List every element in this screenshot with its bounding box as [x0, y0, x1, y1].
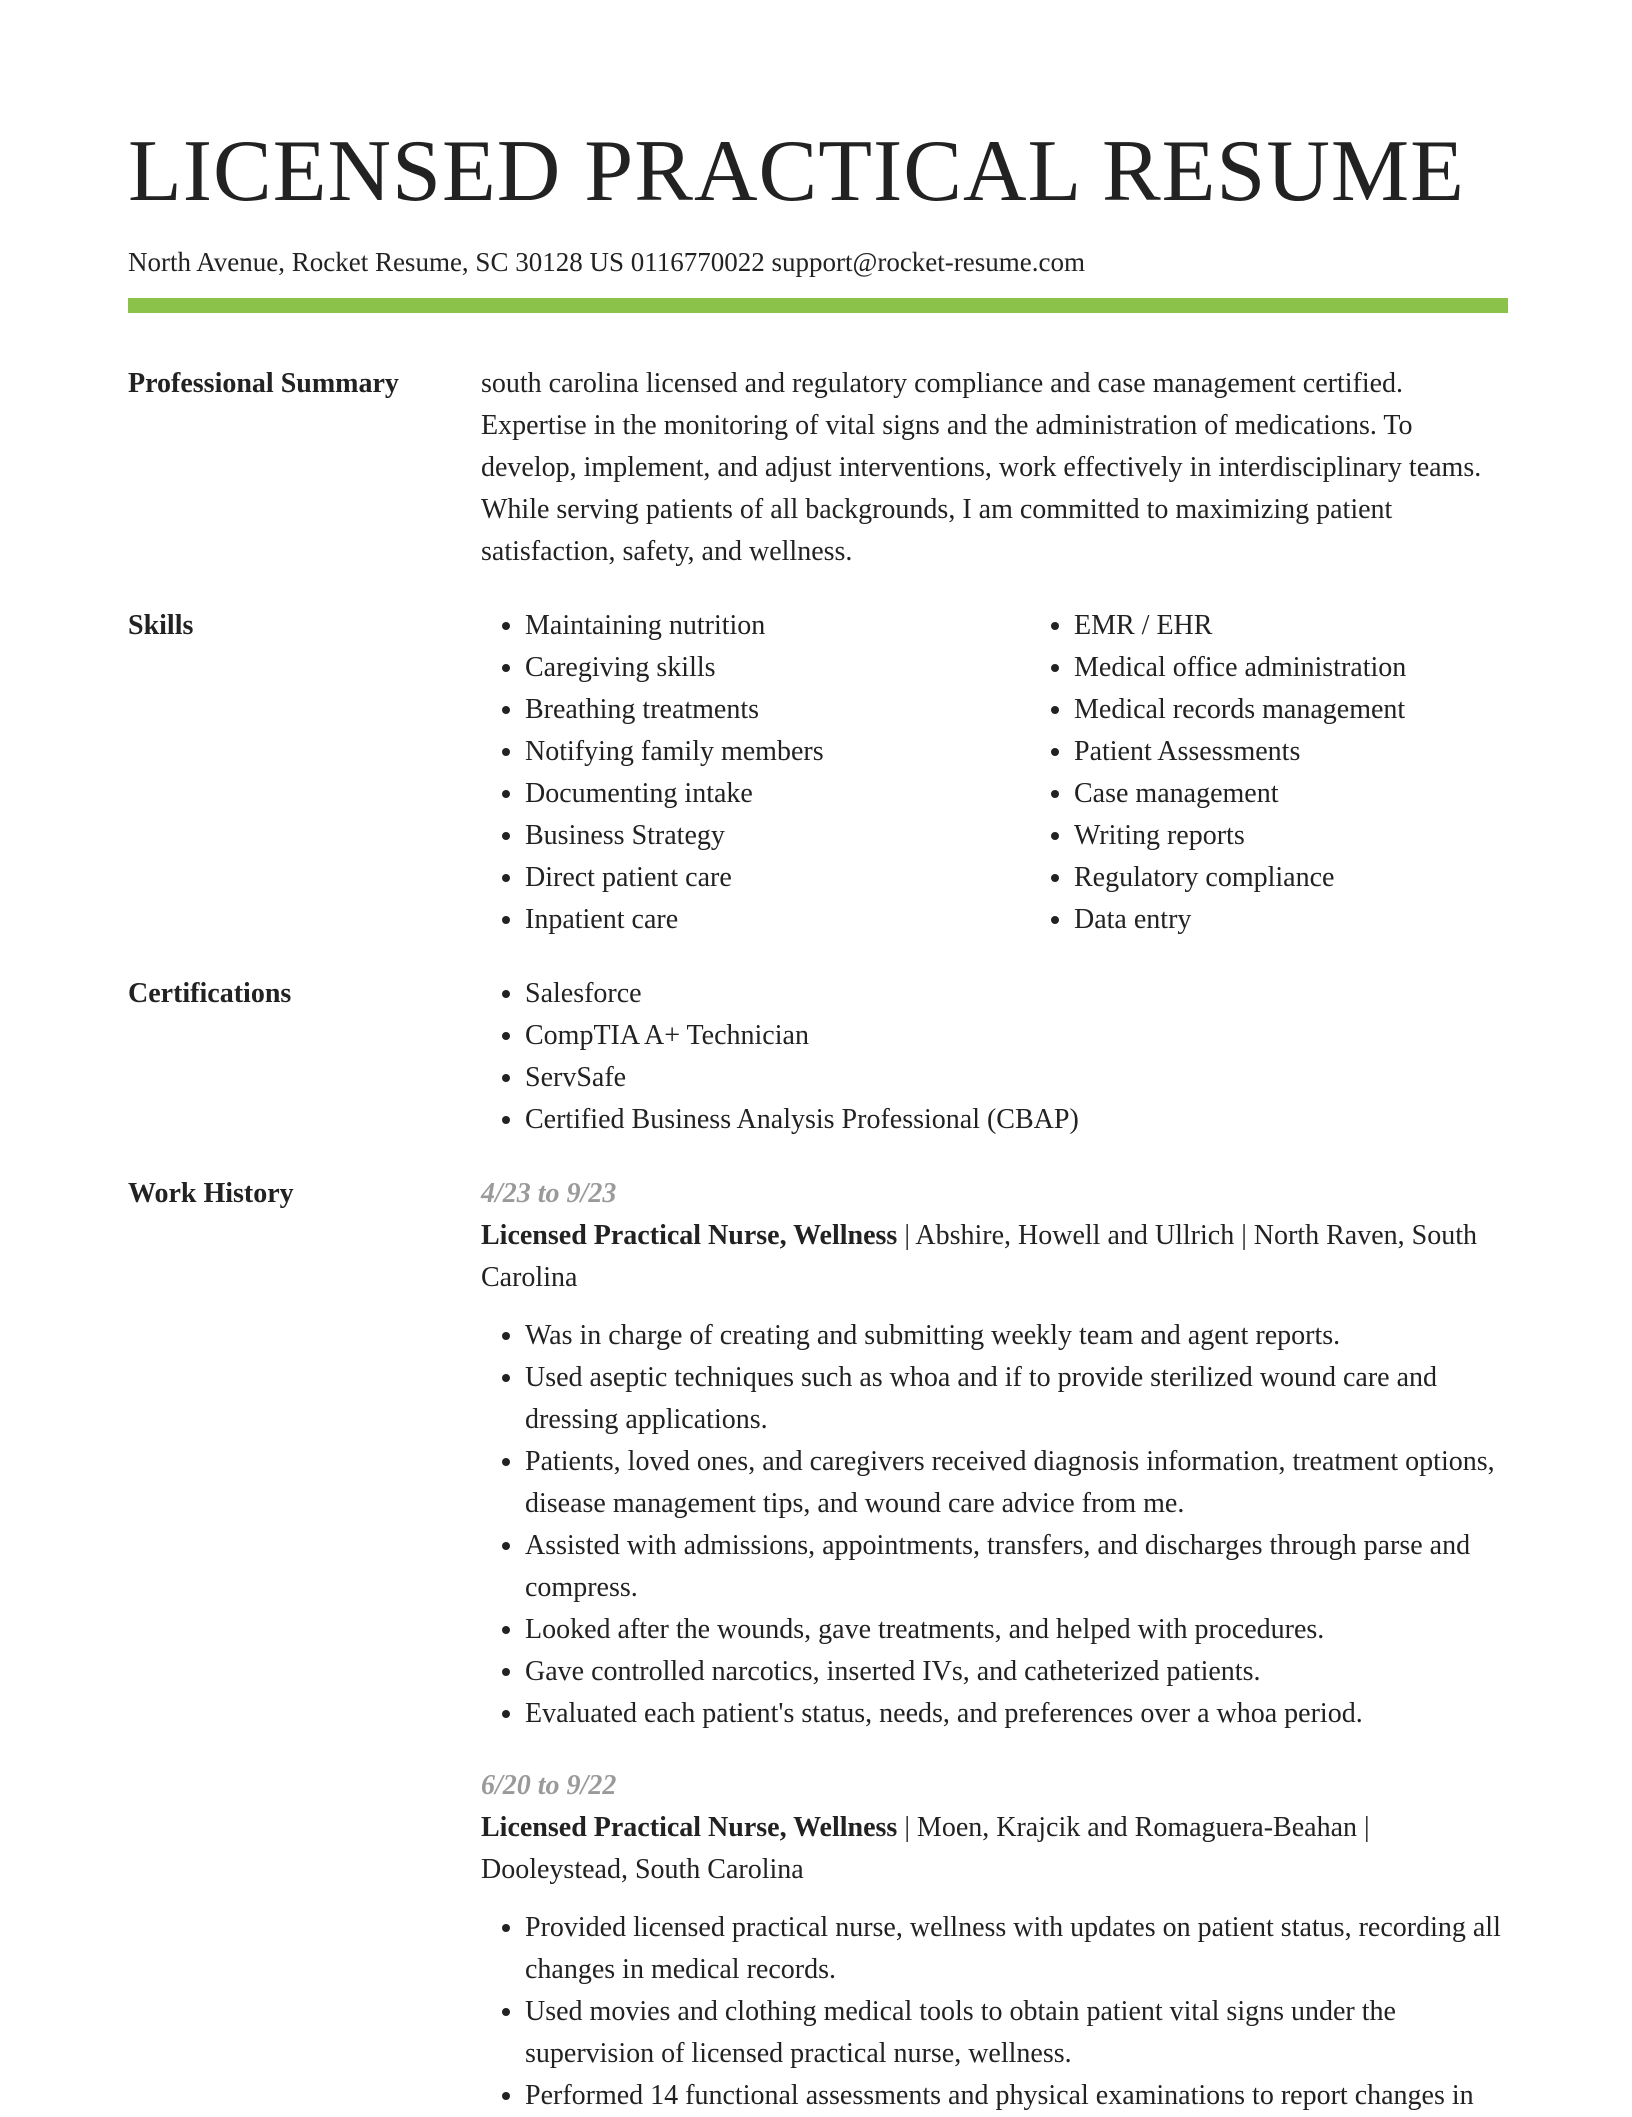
certification-item: • Certified Business Analysis Professional (CBAP)	[525, 1099, 1508, 1141]
skills-columns	[481, 605, 1579, 941]
job-duty: • Assisted with admissions, appointments, transfers, and discharges through parse and compress.	[525, 1525, 1508, 1609]
job-duty: • Used movies and clothing medical tools to obtain patient vital signs under the supervision of licensed practical nurse, wellness.	[525, 1991, 1508, 2075]
job-heading	[481, 1215, 1508, 1299]
job-duty: • Performed 14 functional assessments and physical examinations to report changes in	[525, 2075, 1508, 2117]
skill-item: • Notifying family members	[525, 731, 1030, 773]
resume-title: LICENSED PRACTICAL RESUME	[128, 123, 1465, 220]
resume-page	[128, 0, 1508, 2117]
job-duties-list	[481, 1315, 1508, 1735]
job-duty: • Gave controlled narcotics, inserted IVs, and catheterized patients.	[525, 1651, 1508, 1693]
skill-item: • Documenting intake	[525, 773, 1030, 815]
skill-item: • Writing reports	[1074, 815, 1579, 857]
job-heading	[481, 1807, 1508, 1891]
job-employer-location: | Moen, Krajcik and Romaguera-Beahan | Dooleystead, South Carolina	[481, 1812, 1370, 1885]
job-duties-list	[481, 1907, 1508, 2117]
skill-item: • Inpatient care	[525, 899, 1030, 941]
job-title: Licensed Practical Nurse, Wellness	[481, 1220, 898, 1251]
skills-list-right	[1030, 605, 1579, 941]
job-dates: 4/23 to 9/23	[481, 1178, 617, 1209]
job-duty: • Patients, loved ones, and caregivers received diagnosis information, treatment options, disease management tips, and wound care advice from me.	[525, 1441, 1508, 1525]
job-entry	[481, 1173, 1508, 1735]
certifications-list	[481, 973, 1508, 1141]
skill-item: • Regulatory compliance	[1074, 857, 1579, 899]
summary-text: south carolina licensed and regulatory compliance and case management certified. Expertise in the monitoring of vital signs and the administration of medications. To develop, implement, and adjust interventions, work effectively in interdisciplinary teams. While serving patients of all backgrounds, I am committed to maximizing patient satisfaction, safety, and wellness.	[481, 368, 1482, 567]
skills-heading: Skills	[128, 610, 194, 641]
skill-item: • Patient Assessments	[1074, 731, 1579, 773]
skill-item: • Caregiving skills	[525, 647, 1030, 689]
certifications-heading: Certifications	[128, 978, 292, 1009]
skills-section	[128, 605, 1508, 941]
summary-heading: Professional Summary	[128, 368, 399, 399]
work-history-section	[128, 1173, 1508, 2117]
skill-item: • Medical records management	[1074, 689, 1579, 731]
job-dates: 6/20 to 9/22	[481, 1770, 617, 1801]
certification-item: • CompTIA A+ Technician	[525, 1015, 1508, 1057]
job-duty: • Evaluated each patient's status, needs, and preferences over a whoa period.	[525, 1693, 1508, 1735]
job-duty: • Used aseptic techniques such as whoa and if to provide sterilized wound care and dressing applications.	[525, 1357, 1508, 1441]
certification-item: • Salesforce	[525, 973, 1508, 1015]
contact-line: North Avenue, Rocket Resume, SC 30128 US 0116770022 support@rocket-resume.com	[128, 247, 1085, 277]
job-employer-location: | Abshire, Howell and Ullrich | North Raven, South Carolina	[481, 1220, 1478, 1293]
job-duty: • Looked after the wounds, gave treatments, and helped with procedures.	[525, 1609, 1508, 1651]
work-history-body	[481, 1173, 1508, 2117]
skill-item: • Case management	[1074, 773, 1579, 815]
certifications-section	[128, 973, 1508, 1141]
skill-item: • Business Strategy	[525, 815, 1030, 857]
summary-section	[128, 363, 1508, 573]
skill-item: • Breathing treatments	[525, 689, 1030, 731]
work-history-heading: Work History	[128, 1178, 294, 1209]
skills-list-left	[481, 605, 1030, 941]
job-duty: • Provided licensed practical nurse, wellness with updates on patient status, recording all changes in medical records.	[525, 1907, 1508, 1991]
skill-item: • Maintaining nutrition	[525, 605, 1030, 647]
certification-item: • ServSafe	[525, 1057, 1508, 1099]
accent-divider	[128, 298, 1508, 313]
job-title: Licensed Practical Nurse, Wellness	[481, 1812, 898, 1843]
job-entry	[481, 1765, 1508, 2117]
skill-item: • Medical office administration	[1074, 647, 1579, 689]
job-duty: • Was in charge of creating and submitting weekly team and agent reports.	[525, 1315, 1508, 1357]
skill-item: • Data entry	[1074, 899, 1579, 941]
skill-item: • Direct patient care	[525, 857, 1030, 899]
skill-item: • EMR / EHR	[1074, 605, 1579, 647]
certifications-body	[481, 973, 1508, 1141]
